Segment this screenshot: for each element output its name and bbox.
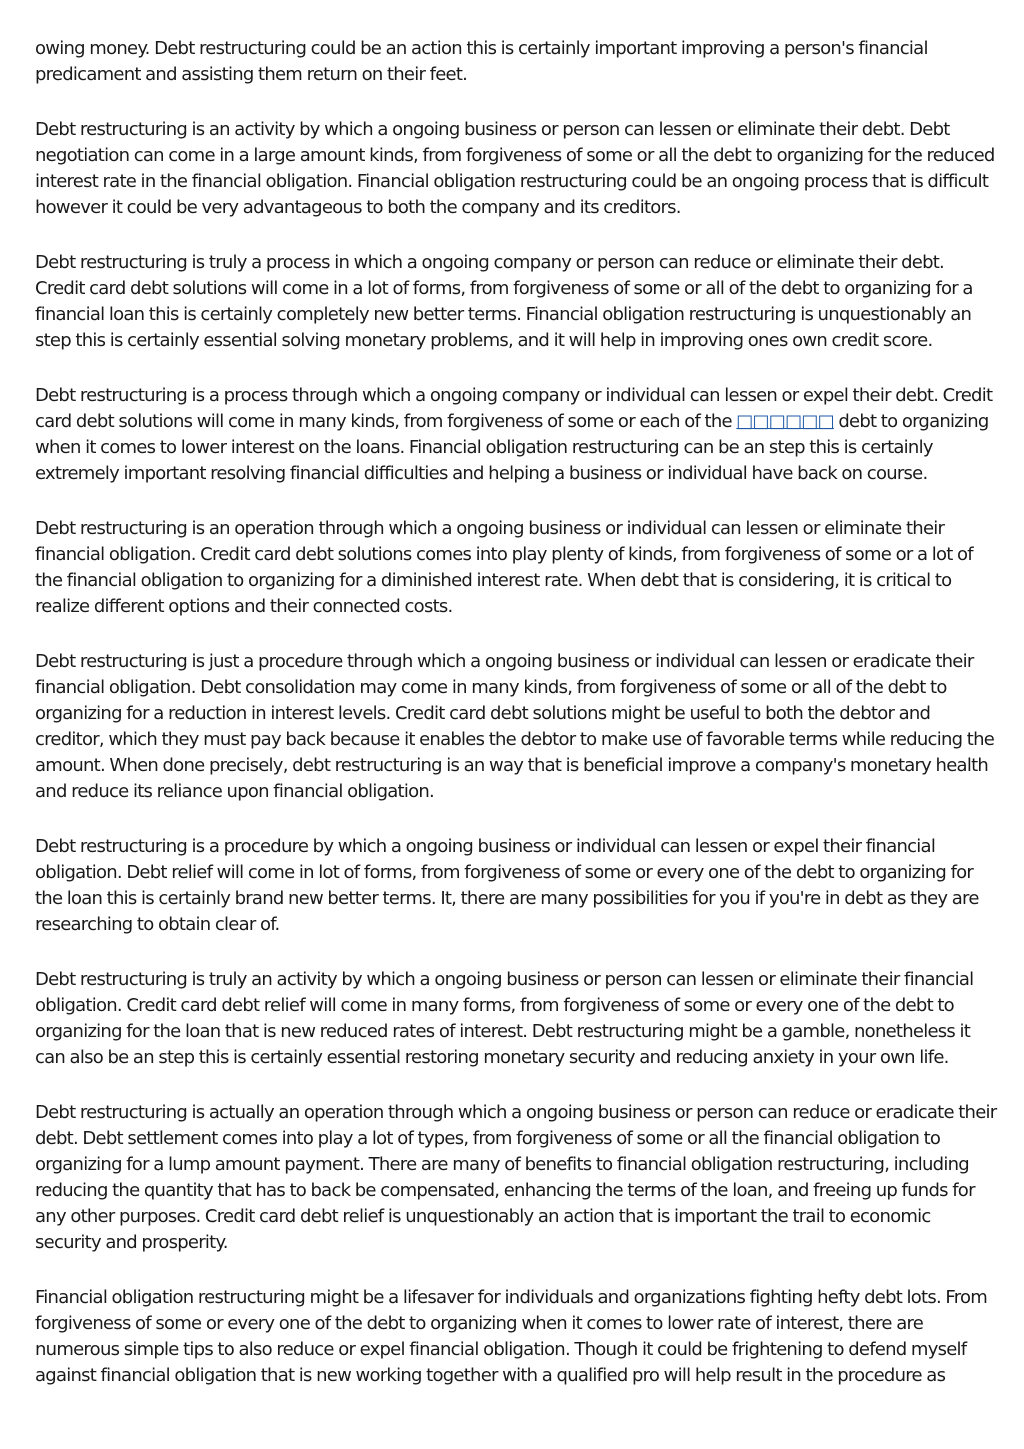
paragraph: Debt restructuring is a procedure by which a ongoing business or individual can lessen or expel their financial obligation. Debt relief will come in lot of forms, from forgiveness of some or every one of the debt to organizing for the loan this is certainly brand new better terms. It, there are many possibilities for you if you're in debt as they are researching to obtain clear of. bbox=[35, 836, 979, 935]
paragraph: Debt restructuring is actually an operation through which a ongoing business or person can reduce or eradicate their debt. Debt settlement comes into play a lot of types, from forgiveness of some or all the financial obligation to organizing for a lump amount payment. There are many of benefits to financial obligation restructuring, including reducing the quantity that has to back be compensated, enhancing the terms of the loan, and freeing up funds for any other purposes. Credit card debt relief is unquestionably an action that is important the trail to economic security and prosperity. bbox=[35, 1102, 997, 1253]
paragraph-text-after-link: debt to organizing when it comes to lower interest on the loans. Financial obligation restructuring can be an step this is certainly extremely important resolving financial difficulties and helping a business or individual have back on course. bbox=[35, 411, 989, 484]
paragraph: Debt restructuring is just a procedure through which a ongoing business or individual can lessen or eradicate their financial obligation. Debt consolidation may come in many kinds, from forgiveness of some or all of the debt to organizing for a reduction in interest levels. Credit card debt solutions might be useful to both the debtor and creditor, which they must pay back because it enables the debtor to make use of favorable terms while reducing the amount. When done precisely, debt restructuring is an way that is beneficial improve a company's monetary health and reduce its reliance upon financial obligation. bbox=[35, 651, 995, 802]
inline-link[interactable]: □□□□□□ bbox=[736, 411, 834, 432]
paragraph: Debt restructuring is an activity by which a ongoing business or person can lessen or eliminate their debt. Debt negotiation can come in a large amount kinds, from forgiveness of some or all the debt to organizing for the reduced interest rate in the financial obligation. Financial obligation restructuring could be an ongoing process that is difficult however it could be very advantageous to both the company and its creditors. bbox=[35, 119, 995, 218]
paragraph: Debt restructuring is truly a process in which a ongoing company or person can reduce or eliminate their debt. Credit card debt solutions will come in a lot of forms, from forgiveness of some or all of the debt to organizing for a financial loan this is certainly completely new better terms. Financial obligation restructuring is unquestionably an step this is certainly essential solving monetary problems, and it will help in improving ones own credit score. bbox=[35, 252, 973, 351]
paragraph: owing money. Debt restructuring could be an action this is certainly important improving a person's financial predicament and assisting them return on their feet. bbox=[35, 38, 928, 85]
paragraph-text-before-link: Debt restructuring is a process through which a ongoing company or individual can lessen or expel their debt. Credit card debt solutions will come in many kinds, from forgiveness of some or each of the bbox=[35, 385, 993, 432]
paragraph-with-link bbox=[35, 383, 997, 487]
document-body bbox=[35, 36, 997, 1418]
paragraph: Financial obligation restructuring might be a lifesaver for individuals and organizations fighting hefty debt lots. From forgiveness of some or every one of the debt to organizing when it comes to lower rate of interest, there are numerous simple tips to also reduce or expel financial obligation. Though it could be frightening to defend myself against financial obligation that is new working together with a qualified pro will help result in the procedure as bbox=[35, 1287, 988, 1386]
paragraph: Debt restructuring is an operation through which a ongoing business or individual can lessen or eliminate their financial obligation. Credit card debt solutions comes into play plenty of kinds, from forgiveness of some or a lot of the financial obligation to organizing for a diminished interest rate. When debt that is considering, it is critical to realize different options and their connected costs. bbox=[35, 518, 973, 617]
paragraph: Debt restructuring is truly an activity by which a ongoing business or person can lessen or eliminate their financial obligation. Credit card debt relief will come in many forms, from forgiveness of some or every one of the debt to organizing for the loan that is new reduced rates of interest. Debt restructuring might be a gamble, nonetheless it can also be an step this is certainly essential restoring monetary security and reducing anxiety in your own life. bbox=[35, 969, 974, 1068]
